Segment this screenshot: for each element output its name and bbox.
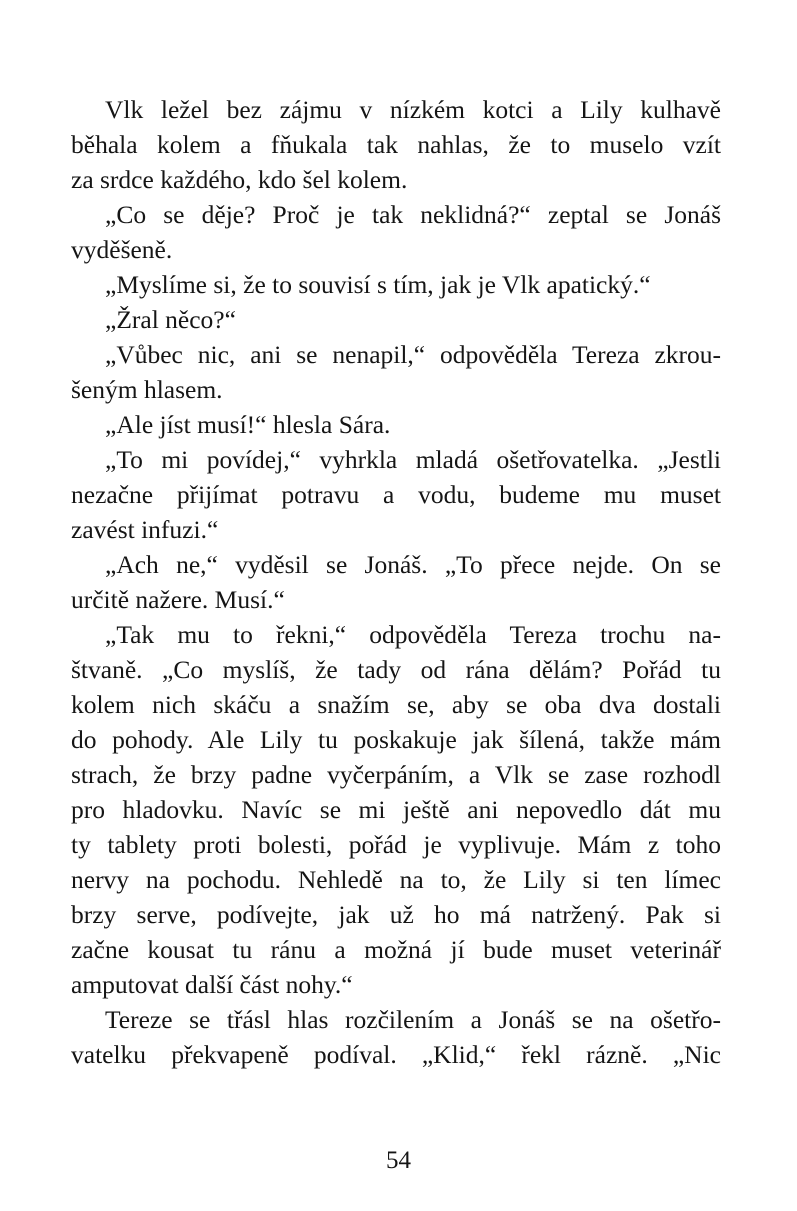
text-line: ty tablety proti bolesti, pořád je vyplivuje. Mám z toho [71, 830, 721, 859]
text-column [71, 92, 721, 1072]
text-line: běhala kolem a fňukala tak nahlas, že to muselo vzít [71, 130, 721, 159]
text-line: do pohody. Ale Lily tu poskakuje jak šílená, takže mám [71, 725, 721, 754]
text-line: brzy serve, podívejte, jak už ho má natržený. Pak si [71, 900, 721, 929]
text-line: „Ach ne,“ vyděsil se Jonáš. „To přece nejde. On se [105, 550, 721, 579]
paragraph [71, 442, 721, 547]
text-line: kolem nich skáču a snažím se, aby se oba dva dostali [71, 690, 721, 719]
text-line: „Tak mu to řekni,“ odpověděla Tereza trochu na- [105, 620, 721, 649]
text-line: amputovat další část nohy.“ [71, 970, 353, 999]
paragraph [71, 302, 721, 337]
text-line: Vlk ležel bez zájmu v nízkém kotci a Lily kulhavě [105, 95, 721, 124]
text-line: „Myslíme si, že to souvisí s tím, jak je Vlk apatický.“ [105, 270, 651, 299]
paragraph [71, 617, 721, 1002]
paragraph [71, 547, 721, 617]
text-line: „Ale jíst musí!“ hlesla Sára. [105, 410, 391, 439]
text-line: Tereze se třásl hlas rozčilením a Jonáš se na ošetřo- [105, 1005, 721, 1034]
text-line: šeným hlasem. [71, 375, 223, 404]
paragraph [71, 197, 721, 267]
text-line: „To mi povídej,“ vyhrkla mladá ošetřovatelka. „Jestli [105, 445, 721, 474]
text-line: zavést infuzi.“ [71, 515, 219, 544]
paragraph [71, 1002, 721, 1072]
text-line: určitě nažere. Musí.“ [71, 585, 285, 614]
paragraph [71, 337, 721, 407]
text-line: pro hladovku. Navíc se mi ještě ani nepovedlo dát mu [71, 795, 721, 824]
text-line: strach, že brzy padne vyčerpáním, a Vlk se zase rozhodl [71, 760, 721, 789]
paragraph [71, 407, 721, 442]
text-line: „Co se děje? Proč je tak neklidná?“ zeptal se Jonáš [105, 200, 721, 229]
paragraph [71, 267, 721, 302]
text-line: vyděšeně. [71, 235, 173, 264]
text-line: začne kousat tu ránu a možná jí bude muset veterinář [71, 935, 721, 964]
text-line: za srdce každého, kdo šel kolem. [71, 165, 408, 194]
page-number: 54 [386, 1147, 411, 1174]
text-line: „Žral něco?“ [105, 305, 236, 334]
paragraph [71, 92, 721, 197]
text-line: nezačne přijímat potravu a vodu, budeme mu muset [71, 480, 721, 509]
text-line: „Vůbec nic, ani se nenapil,“ odpověděla Tereza zkrou- [105, 340, 721, 369]
text-line: vatelku překvapeně podíval. „Klid,“ řekl rázně. „Nic [71, 1040, 721, 1069]
text-line: nervy na pochodu. Nehledě na to, že Lily si ten límec [71, 865, 721, 894]
text-line: štvaně. „Co myslíš, že tady od rána dělám? Pořád tu [71, 655, 721, 684]
